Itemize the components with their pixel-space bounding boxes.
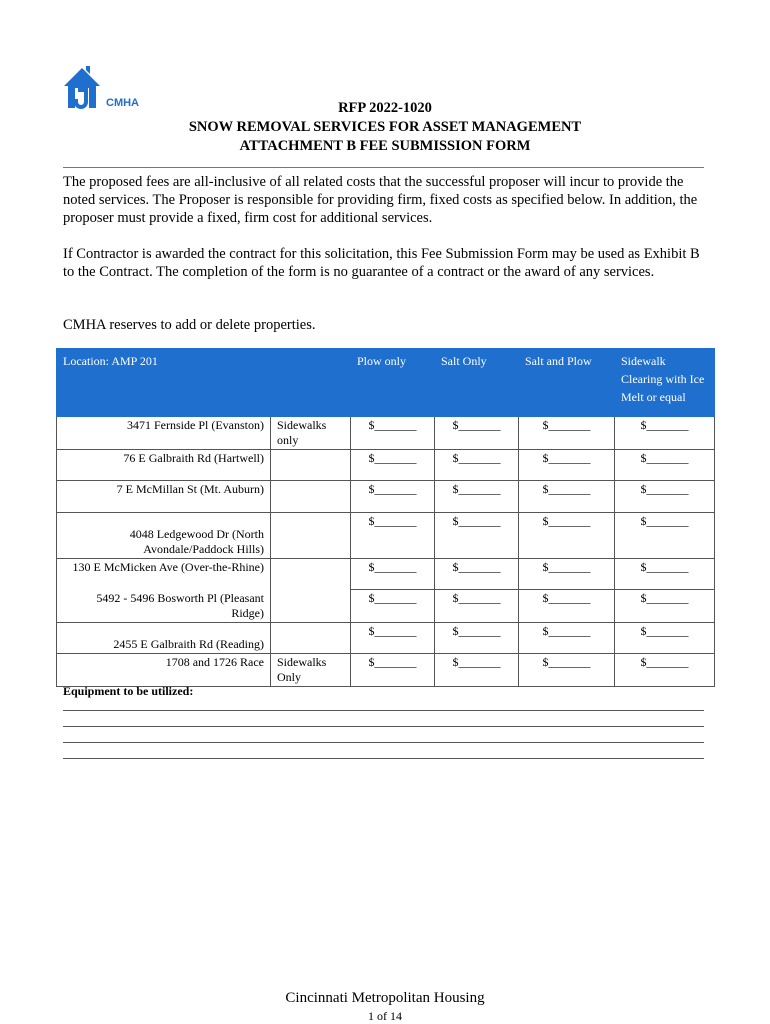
sidewalk-price-field[interactable]: $_______	[615, 559, 715, 590]
document-title: SNOW REMOVAL SERVICES FOR ASSET MANAGEMENT	[188, 119, 582, 135]
equipment-line[interactable]	[63, 710, 704, 711]
equipment-line[interactable]	[63, 726, 704, 727]
property-note: Sidewalks Only	[271, 653, 351, 686]
salt-plow-price-field[interactable]: $_______	[519, 622, 615, 653]
property-note	[271, 481, 351, 513]
property-note	[271, 590, 351, 623]
sidewalk-price-field[interactable]: $_______	[615, 417, 715, 450]
footer-org: Cincinnati Metropolitan Housing	[285, 990, 485, 1006]
salt-only-header: Salt Only	[435, 349, 519, 417]
salt-price-field[interactable]: $_______	[435, 653, 519, 686]
property-address: 7 E McMillan St (Mt. Auburn)	[57, 481, 271, 513]
sidewalk-price-field[interactable]: $_______	[615, 513, 715, 559]
property-note	[271, 450, 351, 481]
property-note: Sidewalks only	[271, 417, 351, 450]
salt-price-field[interactable]: $_______	[435, 559, 519, 590]
plow-price-field[interactable]: $_______	[351, 559, 435, 590]
salt-plow-price-field[interactable]: $_______	[519, 559, 615, 590]
equipment-label: Equipment to be utilized:	[63, 684, 194, 698]
plow-price-field[interactable]: $_______	[351, 481, 435, 513]
plow-price-field[interactable]: $_______	[351, 417, 435, 450]
plow-price-field[interactable]: $_______	[351, 513, 435, 559]
rfp-number: RFP 2022-1020	[338, 100, 432, 116]
salt-plow-price-field[interactable]: $_______	[519, 417, 615, 450]
svg-text:CMHA: CMHA	[106, 97, 139, 109]
salt-and-plow-header: Salt and Plow	[519, 349, 615, 417]
property-note	[271, 622, 351, 653]
location-header: Location: AMP 201	[57, 349, 271, 417]
fee-table-header	[57, 349, 715, 417]
property-address: 4048 Ledgewood Dr (North Avondale/Paddock Hills)	[57, 513, 271, 559]
sidewalk-clearing-header: Sidewalk Clearing with Ice Melt or equal	[615, 349, 715, 417]
salt-price-field[interactable]: $_______	[435, 417, 519, 450]
attachment-title: ATTACHMENT B FEE SUBMISSION FORM	[239, 138, 531, 154]
plow-price-field[interactable]: $_______	[351, 590, 435, 623]
table-row	[57, 622, 715, 653]
plow-only-header: Plow only	[351, 349, 435, 417]
salt-price-field[interactable]: $_______	[435, 513, 519, 559]
plow-price-field[interactable]: $_______	[351, 622, 435, 653]
salt-plow-price-field[interactable]: $_______	[519, 450, 615, 481]
plow-price-field[interactable]: $_______	[351, 653, 435, 686]
sidewalk-price-field[interactable]: $_______	[615, 450, 715, 481]
property-note	[271, 559, 351, 590]
salt-price-field[interactable]: $_______	[435, 622, 519, 653]
sidewalk-price-field[interactable]: $_______	[615, 622, 715, 653]
equipment-line[interactable]	[63, 758, 704, 759]
salt-plow-price-field[interactable]: $_______	[519, 481, 615, 513]
sidewalk-price-field[interactable]: $_______	[615, 590, 715, 623]
property-address: 130 E McMicken Ave (Over-the-Rhine)	[57, 559, 271, 590]
table-row	[57, 450, 715, 481]
property-address: 1708 and 1726 Race	[57, 653, 271, 686]
salt-plow-price-field[interactable]: $_______	[519, 513, 615, 559]
salt-price-field[interactable]: $_______	[435, 481, 519, 513]
property-note	[271, 513, 351, 559]
equipment-line[interactable]	[63, 742, 704, 743]
table-row	[57, 417, 715, 450]
plow-price-field[interactable]: $_______	[351, 450, 435, 481]
salt-plow-price-field[interactable]: $_______	[519, 590, 615, 623]
sidewalk-price-field[interactable]: $_______	[615, 481, 715, 513]
table-row	[57, 559, 715, 590]
property-address: 2455 E Galbraith Rd (Reading)	[57, 622, 271, 653]
salt-price-field[interactable]: $_______	[435, 450, 519, 481]
salt-plow-price-field[interactable]: $_______	[519, 653, 615, 686]
salt-price-field[interactable]: $_______	[435, 590, 519, 623]
property-address: 3471 Fernside Pl (Evanston)	[57, 417, 271, 450]
reservation-paragraph: CMHA reserves to add or delete properties.	[63, 317, 316, 333]
property-address: 5492 - 5496 Bosworth Pl (Pleasant Ridge)	[57, 590, 271, 623]
header-divider	[63, 167, 704, 168]
page-number: 1 of 14	[368, 1009, 402, 1023]
sidewalk-price-field[interactable]: $_______	[615, 653, 715, 686]
table-row	[57, 481, 715, 513]
table-row	[57, 513, 715, 559]
intro-paragraph: The proposed fees are all-inclusive of all related costs that the successful proposer will incur to provide the noted services. The Proposer is responsible for providing firm, fixed costs as specified below. In addition, the proposer must provide a fixed, firm cost for additional services.	[63, 174, 698, 226]
note-header	[271, 349, 351, 417]
table-row	[57, 590, 715, 623]
contract-paragraph: If Contractor is awarded the contract for this solicitation, this Fee Submission Form may be used as Exhibit B to the Contract. The completion of the form is no guarantee of a contract or the award of any services.	[63, 246, 700, 280]
property-address: 76 E Galbraith Rd (Hartwell)	[57, 450, 271, 481]
table-row	[57, 653, 715, 686]
fee-table	[56, 348, 715, 687]
